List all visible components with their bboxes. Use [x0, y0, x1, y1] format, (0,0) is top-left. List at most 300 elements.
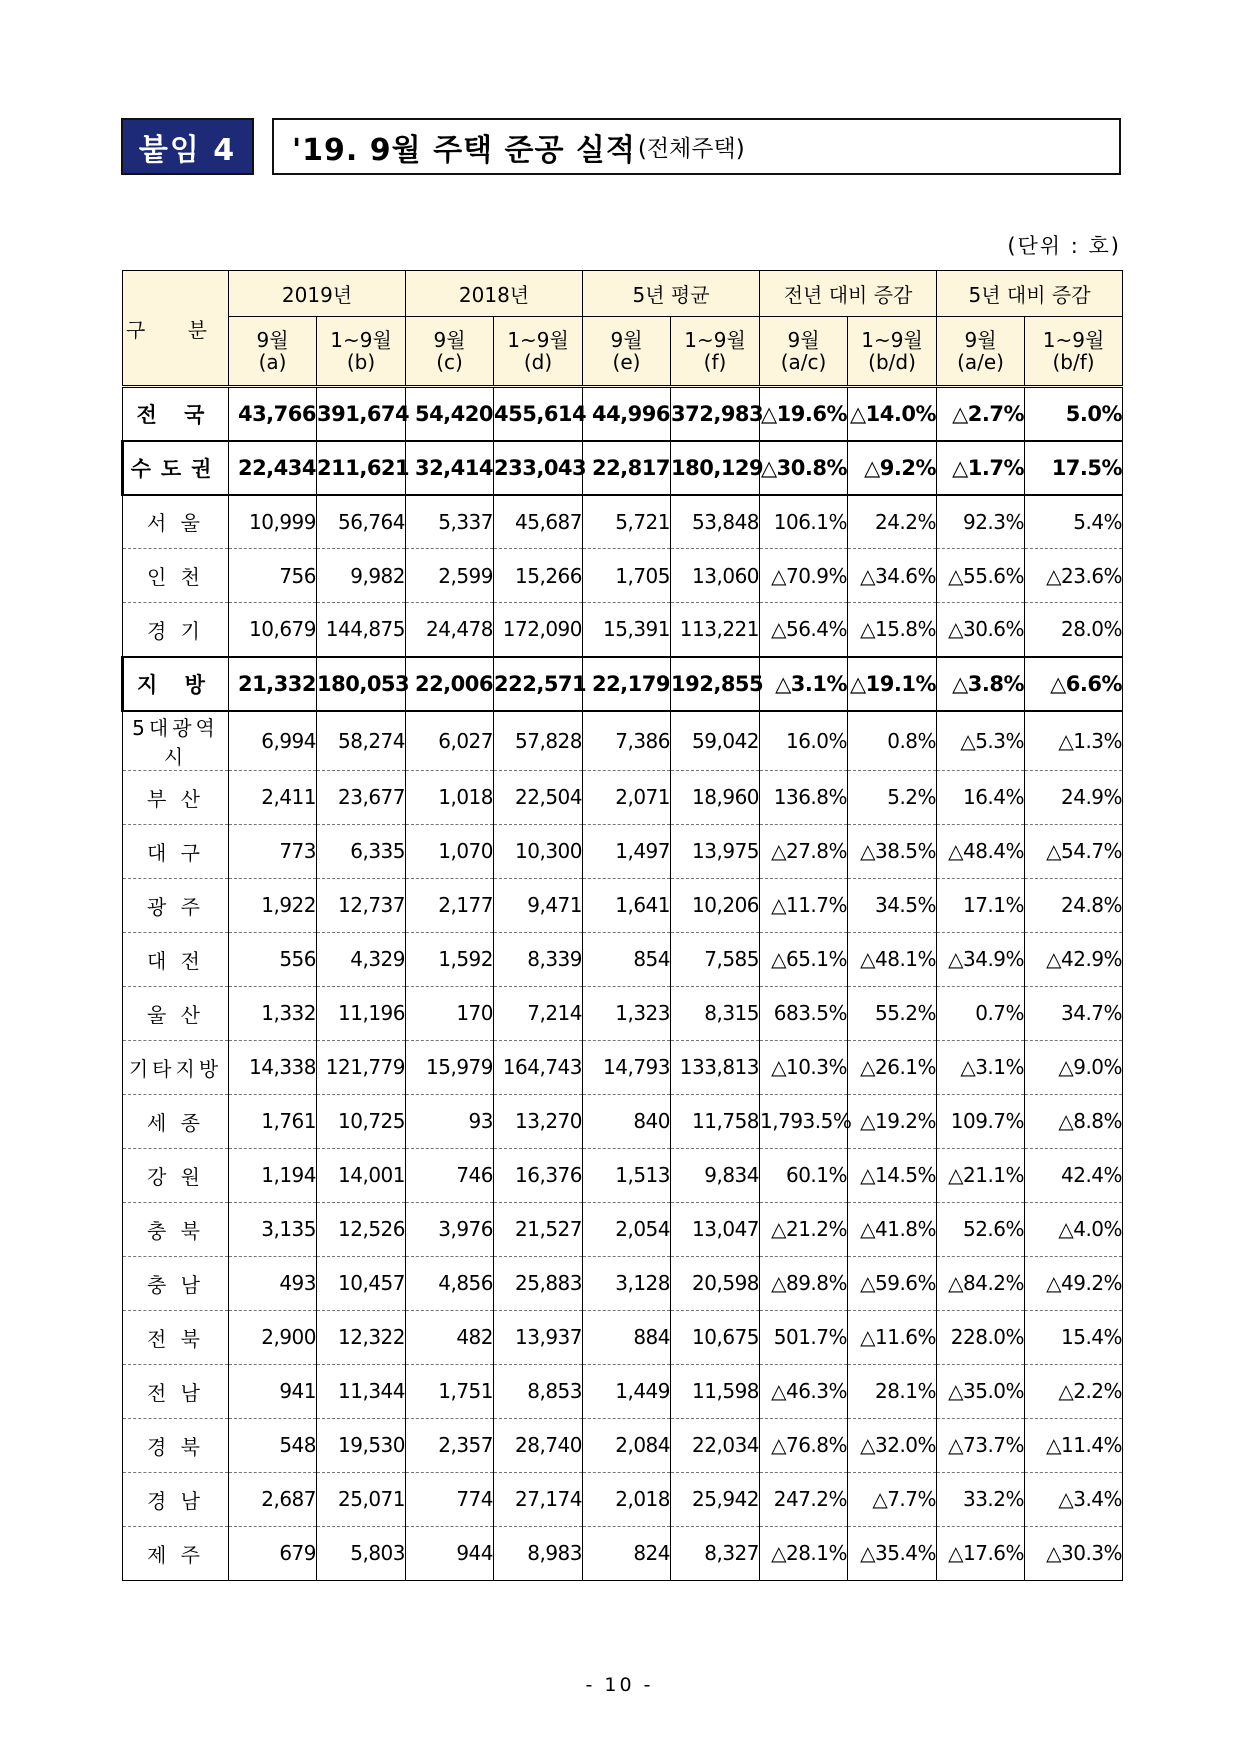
table-cell: 59,042 [671, 711, 760, 771]
table-cell: 57,828 [494, 711, 583, 771]
table-cell: 884 [583, 1310, 671, 1364]
table-cell: 2,357 [406, 1418, 494, 1472]
table-cell: 8,853 [494, 1364, 583, 1418]
table-row [123, 1364, 1123, 1418]
row-label: 지 방 [123, 657, 229, 711]
table-cell: 12,737 [317, 878, 406, 932]
row-label: 강 원 [123, 1148, 229, 1202]
table-cell: 6,027 [406, 711, 494, 771]
table-cell: 24.2% [848, 495, 937, 549]
column-header-period: 1~9월 [1042, 328, 1105, 352]
table-cell: 24,478 [406, 603, 494, 657]
table-cell: △19.6% [760, 387, 848, 441]
corner-header: 구 분 [123, 271, 229, 387]
table-cell: △34.9% [937, 932, 1025, 986]
table-cell: 548 [229, 1418, 317, 1472]
table-cell: 5,803 [317, 1526, 406, 1580]
table-cell: △19.2% [848, 1094, 937, 1148]
table-cell: △3.1% [760, 657, 848, 711]
column-header-period: 9월 [964, 328, 997, 352]
table-header-row-groups [123, 271, 1123, 317]
table-cell: △11.4% [1025, 1418, 1123, 1472]
table-cell: 455,614 [494, 387, 583, 441]
table-row [123, 1310, 1123, 1364]
table-cell: △34.6% [848, 549, 937, 603]
table-cell: 172,090 [494, 603, 583, 657]
row-label: 부 산 [123, 770, 229, 824]
table-cell: 15,266 [494, 549, 583, 603]
table-cell: 144,875 [317, 603, 406, 657]
table-cell: 60.1% [760, 1148, 848, 1202]
table-cell: 28.1% [848, 1364, 937, 1418]
column-header-period: 9월 [610, 328, 643, 352]
table-cell: 15,979 [406, 1040, 494, 1094]
table-cell: 9,982 [317, 549, 406, 603]
column-header-code: (f) [703, 350, 727, 374]
table-cell: 222,571 [494, 657, 583, 711]
row-label: 대 전 [123, 932, 229, 986]
table-cell: 12,526 [317, 1202, 406, 1256]
table-cell: △26.1% [848, 1040, 937, 1094]
table-cell: 93 [406, 1094, 494, 1148]
table-cell: 1,705 [583, 549, 671, 603]
table-cell: 4,856 [406, 1256, 494, 1310]
table-cell: △35.4% [848, 1526, 937, 1580]
table-cell: 23,677 [317, 770, 406, 824]
column-header [760, 317, 848, 387]
row-label: 대 구 [123, 824, 229, 878]
column-header-period: 9월 [787, 328, 820, 352]
table-cell: 54,420 [406, 387, 494, 441]
column-header-period: 9월 [256, 328, 289, 352]
table-cell: 27,174 [494, 1472, 583, 1526]
table-cell: 28,740 [494, 1418, 583, 1472]
table-cell: 34.5% [848, 878, 937, 932]
row-label: 경 기 [123, 603, 229, 657]
table-cell: 228.0% [937, 1310, 1025, 1364]
table-cell: 12,322 [317, 1310, 406, 1364]
row-label: 전 남 [123, 1364, 229, 1418]
table-cell: △8.8% [1025, 1094, 1123, 1148]
table-cell: 45,687 [494, 495, 583, 549]
table-cell: 854 [583, 932, 671, 986]
column-header-code: (d) [523, 350, 553, 374]
table-cell: 92.3% [937, 495, 1025, 549]
attachment-badge: 붙임 4 [121, 118, 254, 175]
table-cell: △27.8% [760, 824, 848, 878]
column-header-code: (b) [346, 350, 376, 374]
table-cell: 43,766 [229, 387, 317, 441]
table-cell: 14,793 [583, 1040, 671, 1094]
table-cell: 109.7% [937, 1094, 1025, 1148]
table-cell: △19.1% [848, 657, 937, 711]
table-row [123, 495, 1123, 549]
row-label: 충 남 [123, 1256, 229, 1310]
table-cell: 1,449 [583, 1364, 671, 1418]
table-cell: 8,327 [671, 1526, 760, 1580]
group-header: 5년 평균 [583, 271, 760, 317]
table-cell: △76.8% [760, 1418, 848, 1472]
table-cell: 493 [229, 1256, 317, 1310]
table-cell: 2,018 [583, 1472, 671, 1526]
table-cell: 1,194 [229, 1148, 317, 1202]
table-cell: 21,527 [494, 1202, 583, 1256]
column-header-period: 1~9월 [861, 328, 923, 352]
table-cell: 170 [406, 986, 494, 1040]
table-cell: 2,177 [406, 878, 494, 932]
table-cell: 180,129 [671, 441, 760, 495]
table-cell: 7,214 [494, 986, 583, 1040]
table-cell: 501.7% [760, 1310, 848, 1364]
table-cell: △3.4% [1025, 1472, 1123, 1526]
table-row [123, 1526, 1123, 1580]
table-cell: 9,834 [671, 1148, 760, 1202]
row-label: 울 산 [123, 986, 229, 1040]
column-header-code: (c) [436, 350, 463, 374]
table-cell: 10,675 [671, 1310, 760, 1364]
table-cell: 556 [229, 932, 317, 986]
table-cell: 16,376 [494, 1148, 583, 1202]
row-label: 제 주 [123, 1526, 229, 1580]
table-cell: 10,999 [229, 495, 317, 549]
group-header: 2018년 [406, 271, 583, 317]
row-label: 서 울 [123, 495, 229, 549]
table-cell: △89.8% [760, 1256, 848, 1310]
table-cell: 113,221 [671, 603, 760, 657]
table-cell: 8,983 [494, 1526, 583, 1580]
table-cell: 5.0% [1025, 387, 1123, 441]
table-cell: 121,779 [317, 1040, 406, 1094]
table-cell: 0.7% [937, 986, 1025, 1040]
table-cell: △30.8% [760, 441, 848, 495]
row-label: 광 주 [123, 878, 229, 932]
table-cell: 18,960 [671, 770, 760, 824]
column-header [583, 317, 671, 387]
row-label: 인 천 [123, 549, 229, 603]
table-cell: 1,513 [583, 1148, 671, 1202]
table-cell: 1,922 [229, 878, 317, 932]
table-cell: △3.8% [937, 657, 1025, 711]
table-cell: △32.0% [848, 1418, 937, 1472]
group-header: 2019년 [229, 271, 406, 317]
table-cell: 10,206 [671, 878, 760, 932]
table-cell: 773 [229, 824, 317, 878]
housing-completion-table [121, 270, 1123, 1581]
table-cell: 10,725 [317, 1094, 406, 1148]
table-cell: △42.9% [1025, 932, 1123, 986]
table-cell: 10,679 [229, 603, 317, 657]
table-cell: 2,599 [406, 549, 494, 603]
table-cell: 2,687 [229, 1472, 317, 1526]
table-cell: 233,043 [494, 441, 583, 495]
table-row [123, 603, 1123, 657]
table-row [123, 441, 1123, 495]
table-cell: 482 [406, 1310, 494, 1364]
table-cell: △38.5% [848, 824, 937, 878]
page-number: - 10 - [585, 1674, 654, 1696]
table-cell: △9.2% [848, 441, 937, 495]
column-header [229, 317, 317, 387]
table-cell: 32,414 [406, 441, 494, 495]
group-header: 5년 대비 증감 [937, 271, 1123, 317]
table-row [123, 549, 1123, 603]
table-cell: 211,621 [317, 441, 406, 495]
table-cell: 7,386 [583, 711, 671, 771]
table-cell: △5.3% [937, 711, 1025, 771]
column-header [494, 317, 583, 387]
title-box [272, 118, 1121, 175]
table-cell: △70.9% [760, 549, 848, 603]
table-cell: △65.1% [760, 932, 848, 986]
table-cell: 5,337 [406, 495, 494, 549]
table-cell: 25,883 [494, 1256, 583, 1310]
table-cell: 1,018 [406, 770, 494, 824]
column-header-code: (a/e) [957, 350, 1004, 374]
table-cell: △48.1% [848, 932, 937, 986]
table-cell: 11,344 [317, 1364, 406, 1418]
table-cell: 679 [229, 1526, 317, 1580]
table-cell: △21.2% [760, 1202, 848, 1256]
table-cell: △23.6% [1025, 549, 1123, 603]
table-cell: △15.8% [848, 603, 937, 657]
table-cell: 824 [583, 1526, 671, 1580]
column-header [937, 317, 1025, 387]
table-cell: △7.7% [848, 1472, 937, 1526]
table-cell: 746 [406, 1148, 494, 1202]
table-cell: 5,721 [583, 495, 671, 549]
column-header-period: 1~9월 [684, 328, 746, 352]
unit-label: (단위 : 호) [1007, 234, 1121, 258]
table-cell: 34.7% [1025, 986, 1123, 1040]
table-cell: 1,751 [406, 1364, 494, 1418]
table-row [123, 770, 1123, 824]
row-label: 경 남 [123, 1472, 229, 1526]
table-cell: 25,942 [671, 1472, 760, 1526]
table-cell: 13,937 [494, 1310, 583, 1364]
table-cell: 10,457 [317, 1256, 406, 1310]
table-cell: 391,674 [317, 387, 406, 441]
table-cell: 2,900 [229, 1310, 317, 1364]
table-cell: 7,585 [671, 932, 760, 986]
row-label: 전 국 [123, 387, 229, 441]
table-cell: 3,128 [583, 1256, 671, 1310]
table-row [123, 878, 1123, 932]
table-cell: 8,315 [671, 986, 760, 1040]
table-cell: 13,060 [671, 549, 760, 603]
table-cell: 55.2% [848, 986, 937, 1040]
table-cell: 17.5% [1025, 441, 1123, 495]
table-cell: 6,994 [229, 711, 317, 771]
table-cell: 1,070 [406, 824, 494, 878]
table-cell: 180,053 [317, 657, 406, 711]
table-cell: 14,001 [317, 1148, 406, 1202]
table-cell: △11.7% [760, 878, 848, 932]
table-cell: 28.0% [1025, 603, 1123, 657]
table-cell: 247.2% [760, 1472, 848, 1526]
table-row [123, 657, 1123, 711]
table-cell: △3.1% [937, 1040, 1025, 1094]
table-cell: 5.4% [1025, 495, 1123, 549]
table-cell: 13,270 [494, 1094, 583, 1148]
table-cell: 944 [406, 1526, 494, 1580]
table-cell: 33.2% [937, 1472, 1025, 1526]
table-cell: △14.0% [848, 387, 937, 441]
table-cell: 14,338 [229, 1040, 317, 1094]
group-header: 전년 대비 증감 [760, 271, 937, 317]
table-cell: 8,339 [494, 932, 583, 986]
table-row [123, 387, 1123, 441]
table-cell: 2,084 [583, 1418, 671, 1472]
column-header-period: 1~9월 [330, 328, 392, 352]
table-cell: 16.0% [760, 711, 848, 771]
row-label: 기타지방 [123, 1040, 229, 1094]
table-cell: 1,641 [583, 878, 671, 932]
table-cell: △55.6% [937, 549, 1025, 603]
table-header-row-columns [123, 317, 1123, 387]
table-cell: 58,274 [317, 711, 406, 771]
table-cell: 24.9% [1025, 770, 1123, 824]
table-row [123, 824, 1123, 878]
table-row [123, 1094, 1123, 1148]
table-cell: △41.8% [848, 1202, 937, 1256]
table-cell: 56,764 [317, 495, 406, 549]
table-cell: △11.6% [848, 1310, 937, 1364]
table-row [123, 1256, 1123, 1310]
table-cell: 15,391 [583, 603, 671, 657]
table-cell: △2.2% [1025, 1364, 1123, 1418]
column-header [317, 317, 406, 387]
table-cell: 136.8% [760, 770, 848, 824]
table-cell: 1,793.5% [760, 1094, 848, 1148]
table-cell: 2,071 [583, 770, 671, 824]
table-cell: 372,983 [671, 387, 760, 441]
table-cell: 11,196 [317, 986, 406, 1040]
table-cell: 22,817 [583, 441, 671, 495]
table-cell: 52.6% [937, 1202, 1025, 1256]
column-header [671, 317, 760, 387]
table-cell: △2.7% [937, 387, 1025, 441]
table-cell: 22,504 [494, 770, 583, 824]
table-cell: △30.3% [1025, 1526, 1123, 1580]
page-subtitle: (전체주택) [637, 136, 745, 162]
table-cell: 133,813 [671, 1040, 760, 1094]
table-cell: 0.8% [848, 711, 937, 771]
table-cell: 1,592 [406, 932, 494, 986]
table-cell: 2,411 [229, 770, 317, 824]
table-cell: △28.1% [760, 1526, 848, 1580]
table-cell: △49.2% [1025, 1256, 1123, 1310]
table-cell: 9,471 [494, 878, 583, 932]
table-cell: 941 [229, 1364, 317, 1418]
table-cell: 3,976 [406, 1202, 494, 1256]
table-cell: 756 [229, 549, 317, 603]
column-header [406, 317, 494, 387]
column-header-period: 1~9월 [507, 328, 569, 352]
table-row [123, 711, 1123, 771]
row-label: 경 북 [123, 1418, 229, 1472]
table-cell: 11,758 [671, 1094, 760, 1148]
table-cell: △56.4% [760, 603, 848, 657]
table-row [123, 1418, 1123, 1472]
table-cell: △46.3% [760, 1364, 848, 1418]
table-cell: 16.4% [937, 770, 1025, 824]
table-cell: 10,300 [494, 824, 583, 878]
table-cell: 22,034 [671, 1418, 760, 1472]
row-label: 충 북 [123, 1202, 229, 1256]
column-header-code: (a/c) [780, 350, 827, 374]
column-header [1025, 317, 1123, 387]
table-cell: 22,179 [583, 657, 671, 711]
table-cell: 1,323 [583, 986, 671, 1040]
row-label: 세 종 [123, 1094, 229, 1148]
table-cell: 1,332 [229, 986, 317, 1040]
table-row [123, 1148, 1123, 1202]
table-cell: 42.4% [1025, 1148, 1123, 1202]
table-cell: △6.6% [1025, 657, 1123, 711]
table-cell: 2,054 [583, 1202, 671, 1256]
table-cell: △17.6% [937, 1526, 1025, 1580]
table-cell: △84.2% [937, 1256, 1025, 1310]
table-cell: 21,332 [229, 657, 317, 711]
page-title: '19. 9월 주택 준공 실적 [292, 132, 636, 168]
table-cell: △4.0% [1025, 1202, 1123, 1256]
row-label: 수도권 [123, 441, 229, 495]
column-header-code: (b/f) [1052, 350, 1095, 374]
table-cell: 22,434 [229, 441, 317, 495]
table-cell: 22,006 [406, 657, 494, 711]
table-cell: 6,335 [317, 824, 406, 878]
table-cell: 192,855 [671, 657, 760, 711]
table-cell: 20,598 [671, 1256, 760, 1310]
table-cell: △35.0% [937, 1364, 1025, 1418]
table-cell: 3,135 [229, 1202, 317, 1256]
table-cell: △1.7% [937, 441, 1025, 495]
table-cell: 25,071 [317, 1472, 406, 1526]
table-row [123, 986, 1123, 1040]
column-header [848, 317, 937, 387]
table-cell: 13,975 [671, 824, 760, 878]
table-cell: 1,761 [229, 1094, 317, 1148]
table-cell: △73.7% [937, 1418, 1025, 1472]
table-cell: 4,329 [317, 932, 406, 986]
table-cell: 774 [406, 1472, 494, 1526]
column-header-period: 9월 [433, 328, 466, 352]
table-cell: △1.3% [1025, 711, 1123, 771]
column-header-code: (e) [612, 350, 641, 374]
table-cell: 1,497 [583, 824, 671, 878]
table-cell: 13,047 [671, 1202, 760, 1256]
column-header-code: (a) [258, 350, 287, 374]
table-cell: △59.6% [848, 1256, 937, 1310]
table-cell: 5.2% [848, 770, 937, 824]
table-cell: 15.4% [1025, 1310, 1123, 1364]
table-row [123, 1472, 1123, 1526]
table-cell: 840 [583, 1094, 671, 1148]
table-row [123, 1202, 1123, 1256]
table-cell: 24.8% [1025, 878, 1123, 932]
table-cell: △21.1% [937, 1148, 1025, 1202]
table-cell: 11,598 [671, 1364, 760, 1418]
row-label: 전 북 [123, 1310, 229, 1364]
table-cell: 44,996 [583, 387, 671, 441]
table-row [123, 1040, 1123, 1094]
table-cell: △14.5% [848, 1148, 937, 1202]
table-cell: 53,848 [671, 495, 760, 549]
table-cell: △30.6% [937, 603, 1025, 657]
table-cell: △10.3% [760, 1040, 848, 1094]
table-cell: 19,530 [317, 1418, 406, 1472]
table-cell: △54.7% [1025, 824, 1123, 878]
